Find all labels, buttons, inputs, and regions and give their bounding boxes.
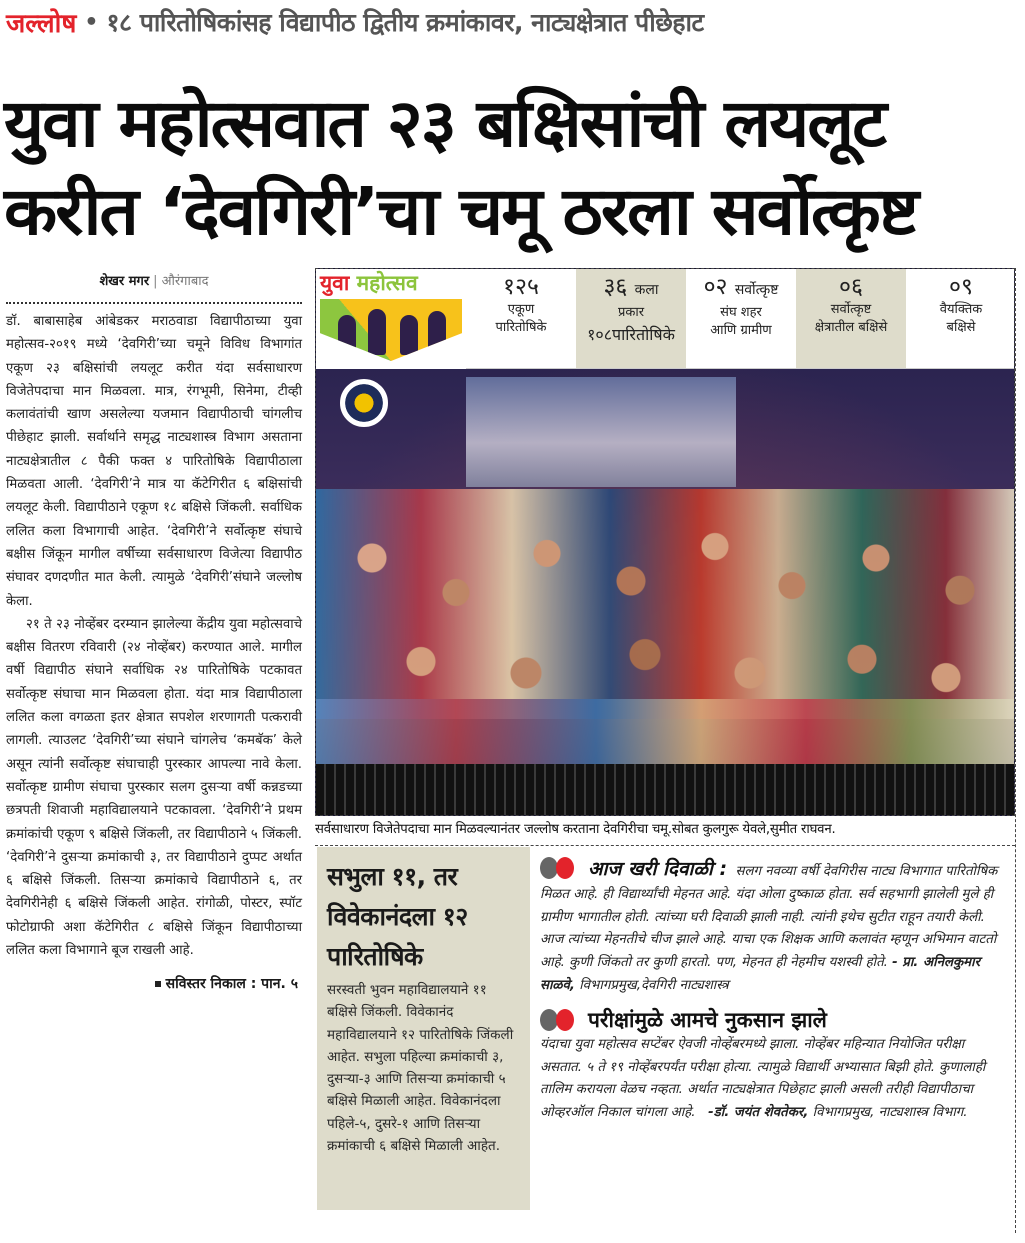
byline [6,272,302,292]
stat-best-teams [686,269,796,368]
kicker-tag: जल्लोष [6,9,77,39]
stat-number: ३६ [603,274,628,300]
byline-city: औरंगाबाद [161,274,209,289]
headline-line-2: करीत ‘देवगिरी’चा चमू ठरला सर्वोत्कृष्ट [4,173,918,250]
group-photo [316,369,1015,816]
sidebox-title: सभुला ११, तर विवेकानंदला १२ पारितोषिके [327,862,468,971]
stat-label: पारितोषिके [495,320,547,335]
quotes [540,855,1010,1125]
sidebox-body: सरस्वती भुवन महाविद्यालयाने ११ बक्षिसे जिंकली. विवेकानंद महाविद्यालयाने १२ पारितोषिके जिंकली आहेत. सभुला पहिल्या क्रमांकाची ३, दुसऱ्या-३ आणि तिसऱ्या क्रमांकाची ५ बक्षिसे मिळाली आहेत. विवेकानंदला पहिले-५, दुसरे-१ आणि तिसऱ्या क्रमांकाची ६ बक्षिसे मिळाली आहेत. [327,982,514,1155]
front-row [316,699,1015,769]
logo-title-part2: महोत्सव [356,271,418,295]
stat-number: ०२ [703,274,728,300]
stat-label: १०८पारितोषिके [587,325,675,344]
square-bullet-icon [155,981,161,987]
quote-signature-role: विभागप्रमुख,देवगिरी नाट्यशास्त्र [579,977,729,993]
quote-title: परीक्षांमुळे आमचे नुकसान झाले [588,1007,827,1032]
kicker [6,4,704,40]
article-column [6,272,302,993]
stat-number: १२५ [503,274,539,300]
stat-total-prizes [466,269,576,368]
quote-mark-icon [540,1007,578,1033]
stage-railing [316,764,1015,816]
quote-text: यंदाचा युवा महोत्सव सप्टेंबर ऐवजी नोव्हेंबरमध्ये झाला. नोव्हेंबर महिन्यात नियोजित परीक्षा असतात. ५ ते १९ नोव्हेंबरपर्यंत परीक्षा होत्या. त्यामुळे विद्यार्थी अभ्यासात बिझी होते. कुणालाही तालिम करायला वेळच नव्हता. अर्थात नाट्यक्षेत्रात पिछेहाट झाली असली तरीही विद्यापीठाचा ओव्हरऑल निकाल चांगला आहे. [540,1036,986,1121]
quote-signature-name: -डॉ. जयंत शेवतेकर, [708,1105,809,1121]
stat-number: ०६ [839,274,863,300]
kicker-subtitle: १८ पारितोषिकांसह विद्यापीठ द्वितीय क्रमांकावर, नाट्यक्षेत्रात पीछेहाट [106,8,704,37]
article-paragraph: २१ ते २३ नोव्हेंबर दरम्यान झालेल्या केंद्रीय युवा महोत्सवाचे बक्षीस वितरण रविवारी (२४ नोव्हेंबर) करण्यात आले. मागील वर्षी विद्यापीठ संघाने सर्वाधिक २४ पारितोषिके पटकावत सर्वोत्कृष्ट संघाचा मान मिळवला होता. यंदा मात्र विद्यापीठाला ललित कला वगळता इतर क्षेत्रात सपशेल शरणागती पत्करावी लागली. त्याउलट ‘देवगिरी’च्या संघाने चांगलेच ‘कमबॅक’ केले असून त्यांनी सर्वोत्कृष्ट संघाचाही पुरस्कार आपल्या नावे केला. सर्वोत्कृष्ट ग्रामीण संघाचा पुरस्कार सलग दुसऱ्या वर्षी कन्नडच्या छत्रपती शिवाजी महाविद्यालयाने पटकावला. ‘देवगिरी’ने प्रथम क्रमांकांची एकूण ९ बक्षिसे जिंकली, तर विद्यापीठाने ५ जिंकली. ‘देवगिरी’ने दुसऱ्या क्रमांकाची ३, तर विद्यापीठाने दुप्पट अर्थात ६ बक्षिसे जिंकली. तिसऱ्या क्रमांकाचे विद्यापीठाने ६, तर देवगिरीनेही ६ बक्षिसे जिंकली आहेत. रांगोळी, पोस्टर, स्पॉट फोटोग्राफी अशा कॅटेगिरीत ८ बक्षिसे जिंकून विद्यापीठाच्या ललित कला विभागाने बूज राखली आहे. [6,616,302,959]
logo-title [320,269,418,297]
stat-label: आणि ग्रामीण [710,323,772,338]
byline-separator: | [153,274,158,289]
university-seal-icon [340,379,388,427]
byline-divider [6,302,302,304]
headline-line-1: युवा महोत्सवात २३ बक्षिसांची लयलूट [4,85,885,162]
quote-mark-icon [540,855,578,881]
article-body [6,310,302,962]
quote-signature-name: - प्रा. अनिलकुमार साळवे, [540,955,981,993]
photo-panel [315,268,1015,816]
stat-label: संघ शहर [720,305,762,320]
section-divider [315,845,1015,846]
logo-title-part1: युवा [320,271,350,295]
stat-number: ०९ [949,274,973,300]
stat-individual-prizes [906,269,1015,368]
article-paragraph: डॉ. बाबासाहेब आंबेडकर मराठवाडा विद्यापीठाच्या युवा महोत्सव-२०१९ मध्ये ‘देवगिरी’च्या चमूने विविध विभागांत एकूण २३ बक्षिसांची लयलूट करीत यंदा सर्वसाधारण विजेतेपदाचा मान मिळवला. मात्र, रंगभूमी, सिनेमा, टीव्ही कलावंतांची खाण असलेल्या यजमान विद्यापीठाची चांगलीच पीछेहाट झाली. सर्वार्थाने समृद्ध नाट्यशास्त्र विभाग असताना नाट्यक्षेत्रातील ८ पैकी फक्त ४ पारितोषिके विद्यापीठाला मिळवता आली. ‘देवगिरी’ने मात्र या कॅटेगिरीत ६ बक्षिसांची लयलूट केली. विद्यापीठाने एकूण १८ बक्षिसे जिंकली. सर्वाधिक ललित कला विभागाची आहेत. ‘देवगिरी’ने सर्वोत्कृष्ट संघाचे बक्षीस जिंकून मागील वर्षीच्या सर्वसाधारण विजेत्या विद्यापीठ संघावर दणदणीत मात केली. त्यामुळे ‘देवगिरी’संघाने जल्लोष केला. [6,314,302,609]
quote-title: आज खरी दिवाळी : [588,858,728,880]
quote-block [540,855,1010,998]
stat-field-prizes [796,269,906,368]
quote-signature-role: विभागप्रमुख, नाट्यशास्त्र विभाग. [812,1105,968,1121]
stat-inline-label: सर्वोत्कृष्ट [734,282,779,298]
stat-label: बक्षिसे [946,320,976,335]
stat-inline-label: कला [634,282,659,298]
more-results-label: सविस्तर निकाल : पान. ५ [165,976,298,993]
byline-author: शेखर मगर [99,274,150,289]
stat-label: सर्वोत्कृष्ट [830,302,872,317]
quote-text: सलग नवव्या वर्षी देवगिरीस नाट्य विभागात पारितोषिक मिळत आहे. ही विद्यार्थ्यांची मेहनत आहे. यंदा ओला दुष्काळ होता. सर्व सहभागी झालेली मुले ही ग्रामीण भागातील होती. त्यांच्या घरी दिवाळी झाली नाही. त्यांनी इथेच सुटीत राहून तयारी केली. आज त्यांच्या मेहनतीचे चीज झाले आहे. याचा एक शिक्षक आणि कलावंत म्हणून अभिमान वाटतो आहे. कुणी जिंकतो तर कुणी हारतो. पण, मेहनत ही नेहमीच यशस्वी होते. [540,864,998,971]
stat-art-forms [576,269,686,368]
stat-label: एकूण [507,302,535,317]
stat-label: वैयक्तिक [939,302,983,317]
bullet-icon: • [84,9,99,35]
photo-caption: सर्वसाधारण विजेतेपदाचा मान मिळवल्यानंतर जल्लोष करताना देवगिरीचा चमू.सोबत कुलगुरू येवले,सुमीत राघवन. [315,822,836,837]
stat-label: प्रकार [617,305,645,320]
right-border [1015,268,1016,1233]
dancers-icon [320,299,462,361]
quote-block [540,1006,1010,1125]
stat-label: क्षेत्रातील बक्षिसे [814,320,888,335]
yuva-mahotsav-logo [316,269,466,369]
stage-screen [466,377,736,487]
headline [4,80,1019,256]
stats-bar [466,269,1015,369]
crowd [316,489,1015,719]
more-results-link[interactable] [6,974,302,993]
sidebox [317,847,530,1210]
